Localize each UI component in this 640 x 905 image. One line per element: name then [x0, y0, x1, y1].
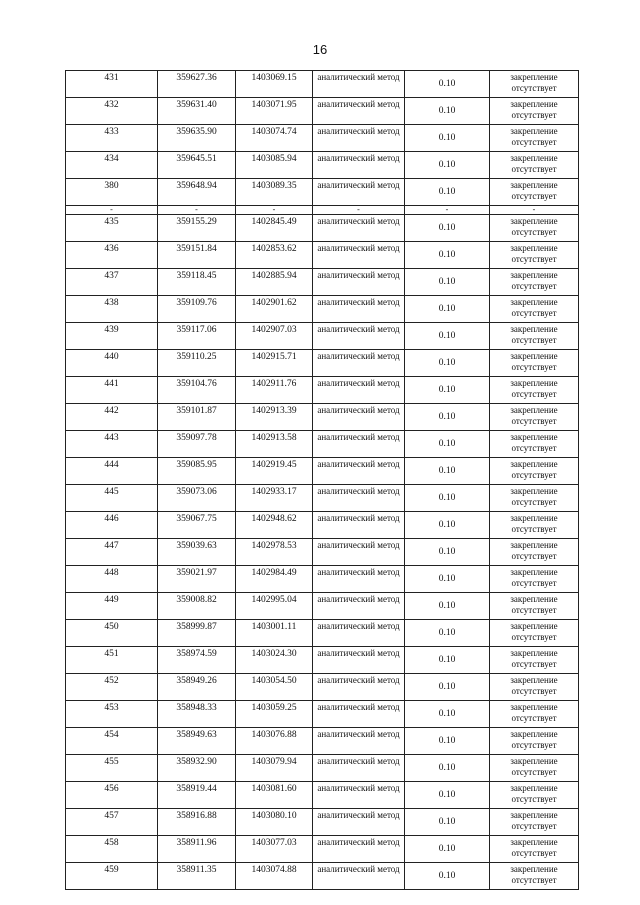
point-number-cell: 459 — [66, 863, 158, 890]
y-coordinate-cell: 1403080.10 — [236, 809, 313, 836]
method-cell: аналитический метод — [313, 593, 405, 620]
x-coordinate-cell: 359021.97 — [158, 566, 236, 593]
y-coordinate-cell: 1402915.71 — [236, 350, 313, 377]
fixing-cell: - — [490, 206, 579, 215]
table-row — [66, 323, 579, 350]
table-row — [66, 593, 579, 620]
point-number-cell: 446 — [66, 512, 158, 539]
fixing-cell: закрепление отсутствует — [490, 350, 579, 377]
x-coordinate-cell: 358949.63 — [158, 728, 236, 755]
accuracy-cell: 0.10 — [405, 701, 490, 728]
accuracy-cell: 0.10 — [405, 566, 490, 593]
accuracy-cell: 0.10 — [405, 71, 490, 98]
table-row — [66, 782, 579, 809]
y-coordinate-cell: 1402995.04 — [236, 593, 313, 620]
y-coordinate-cell: 1402853.62 — [236, 242, 313, 269]
method-cell: аналитический метод — [313, 809, 405, 836]
accuracy-cell: 0.10 — [405, 809, 490, 836]
x-coordinate-cell: 359085.95 — [158, 458, 236, 485]
x-coordinate-cell: 359635.90 — [158, 125, 236, 152]
table-row — [66, 206, 579, 215]
accuracy-cell: 0.10 — [405, 863, 490, 890]
x-coordinate-cell: 358916.88 — [158, 809, 236, 836]
x-coordinate-cell: - — [158, 206, 236, 215]
point-number-cell: 456 — [66, 782, 158, 809]
table-row — [66, 269, 579, 296]
accuracy-cell: 0.10 — [405, 269, 490, 296]
method-cell: аналитический метод — [313, 296, 405, 323]
table-row — [66, 152, 579, 179]
x-coordinate-cell: 359648.94 — [158, 179, 236, 206]
x-coordinate-cell: 359155.29 — [158, 215, 236, 242]
x-coordinate-cell: 359067.75 — [158, 512, 236, 539]
x-coordinate-cell: 359073.06 — [158, 485, 236, 512]
table-row — [66, 512, 579, 539]
table-row — [66, 701, 579, 728]
method-cell: аналитический метод — [313, 431, 405, 458]
accuracy-cell: 0.10 — [405, 593, 490, 620]
point-number-cell: 451 — [66, 647, 158, 674]
accuracy-cell: 0.10 — [405, 215, 490, 242]
point-number-cell: 458 — [66, 836, 158, 863]
accuracy-cell: 0.10 — [405, 782, 490, 809]
y-coordinate-cell: 1403069.15 — [236, 71, 313, 98]
method-cell: аналитический метод — [313, 458, 405, 485]
table-row — [66, 647, 579, 674]
x-coordinate-cell: 359109.76 — [158, 296, 236, 323]
table-row — [66, 620, 579, 647]
accuracy-cell: 0.10 — [405, 404, 490, 431]
method-cell: аналитический метод — [313, 674, 405, 701]
method-cell: аналитический метод — [313, 377, 405, 404]
table-row — [66, 458, 579, 485]
y-coordinate-cell: 1403085.94 — [236, 152, 313, 179]
point-number-cell: 447 — [66, 539, 158, 566]
table-row — [66, 674, 579, 701]
x-coordinate-cell: 359104.76 — [158, 377, 236, 404]
y-coordinate-cell: - — [236, 206, 313, 215]
accuracy-cell: - — [405, 206, 490, 215]
accuracy-cell: 0.10 — [405, 125, 490, 152]
accuracy-cell: 0.10 — [405, 431, 490, 458]
y-coordinate-cell: 1403059.25 — [236, 701, 313, 728]
page-number: 16 — [312, 42, 328, 57]
y-coordinate-cell: 1402913.58 — [236, 431, 313, 458]
fixing-cell: закрепление отсутствует — [490, 620, 579, 647]
point-number-cell: 437 — [66, 269, 158, 296]
point-number-cell: 442 — [66, 404, 158, 431]
x-coordinate-cell: 359117.06 — [158, 323, 236, 350]
point-number-cell: 450 — [66, 620, 158, 647]
point-number-cell: 440 — [66, 350, 158, 377]
point-number-cell: 433 — [66, 125, 158, 152]
accuracy-cell: 0.10 — [405, 152, 490, 179]
fixing-cell: закрепление отсутствует — [490, 377, 579, 404]
table-row — [66, 728, 579, 755]
y-coordinate-cell: 1402913.39 — [236, 404, 313, 431]
method-cell: аналитический метод — [313, 152, 405, 179]
fixing-cell: закрепление отсутствует — [490, 242, 579, 269]
x-coordinate-cell: 359151.84 — [158, 242, 236, 269]
x-coordinate-cell: 359110.25 — [158, 350, 236, 377]
table-row — [66, 485, 579, 512]
accuracy-cell: 0.10 — [405, 836, 490, 863]
method-cell: аналитический метод — [313, 836, 405, 863]
method-cell: аналитический метод — [313, 98, 405, 125]
point-number-cell: 449 — [66, 593, 158, 620]
method-cell: аналитический метод — [313, 323, 405, 350]
x-coordinate-cell: 358919.44 — [158, 782, 236, 809]
method-cell: аналитический метод — [313, 179, 405, 206]
table-row — [66, 242, 579, 269]
point-number-cell: 453 — [66, 701, 158, 728]
fixing-cell: закрепление отсутствует — [490, 701, 579, 728]
table-row — [66, 350, 579, 377]
accuracy-cell: 0.10 — [405, 539, 490, 566]
y-coordinate-cell: 1402919.45 — [236, 458, 313, 485]
table-row — [66, 836, 579, 863]
point-number-cell: 454 — [66, 728, 158, 755]
x-coordinate-cell: 359645.51 — [158, 152, 236, 179]
fixing-cell: закрепление отсутствует — [490, 125, 579, 152]
method-cell: аналитический метод — [313, 71, 405, 98]
fixing-cell: закрепление отсутствует — [490, 152, 579, 179]
y-coordinate-cell: 1403081.60 — [236, 782, 313, 809]
fixing-cell: закрепление отсутствует — [490, 782, 579, 809]
accuracy-cell: 0.10 — [405, 458, 490, 485]
x-coordinate-cell: 359118.45 — [158, 269, 236, 296]
point-number-cell: 441 — [66, 377, 158, 404]
method-cell: аналитический метод — [313, 485, 405, 512]
y-coordinate-cell: 1402885.94 — [236, 269, 313, 296]
method-cell: аналитический метод — [313, 539, 405, 566]
fixing-cell: закрепление отсутствует — [490, 296, 579, 323]
method-cell: аналитический метод — [313, 566, 405, 593]
accuracy-cell: 0.10 — [405, 512, 490, 539]
coordinates-table — [65, 70, 579, 890]
coordinates-table-body — [66, 71, 579, 890]
method-cell: аналитический метод — [313, 404, 405, 431]
fixing-cell: закрепление отсутствует — [490, 179, 579, 206]
fixing-cell: закрепление отсутствует — [490, 863, 579, 890]
point-number-cell: 431 — [66, 71, 158, 98]
table-row — [66, 179, 579, 206]
fixing-cell: закрепление отсутствует — [490, 674, 579, 701]
accuracy-cell: 0.10 — [405, 647, 490, 674]
fixing-cell: закрепление отсутствует — [490, 593, 579, 620]
x-coordinate-cell: 358911.35 — [158, 863, 236, 890]
table-row — [66, 404, 579, 431]
fixing-cell: закрепление отсутствует — [490, 323, 579, 350]
fixing-cell: закрепление отсутствует — [490, 512, 579, 539]
table-row — [66, 755, 579, 782]
y-coordinate-cell: 1403001.11 — [236, 620, 313, 647]
fixing-cell: закрепление отсутствует — [490, 755, 579, 782]
method-cell: аналитический метод — [313, 701, 405, 728]
y-coordinate-cell: 1402907.03 — [236, 323, 313, 350]
fixing-cell: закрепление отсутствует — [490, 566, 579, 593]
fixing-cell: закрепление отсутствует — [490, 215, 579, 242]
method-cell: аналитический метод — [313, 350, 405, 377]
method-cell: - — [313, 206, 405, 215]
table-row — [66, 71, 579, 98]
y-coordinate-cell: 1402984.49 — [236, 566, 313, 593]
y-coordinate-cell: 1403071.95 — [236, 98, 313, 125]
accuracy-cell: 0.10 — [405, 323, 490, 350]
point-number-cell: 448 — [66, 566, 158, 593]
fixing-cell: закрепление отсутствует — [490, 404, 579, 431]
point-number-cell: 439 — [66, 323, 158, 350]
method-cell: аналитический метод — [313, 269, 405, 296]
y-coordinate-cell: 1402911.76 — [236, 377, 313, 404]
accuracy-cell: 0.10 — [405, 350, 490, 377]
point-number-cell: 443 — [66, 431, 158, 458]
method-cell: аналитический метод — [313, 755, 405, 782]
accuracy-cell: 0.10 — [405, 377, 490, 404]
fixing-cell: закрепление отсутствует — [490, 809, 579, 836]
y-coordinate-cell: 1403079.94 — [236, 755, 313, 782]
method-cell: аналитический метод — [313, 863, 405, 890]
y-coordinate-cell: 1403089.35 — [236, 179, 313, 206]
point-number-cell: 434 — [66, 152, 158, 179]
method-cell: аналитический метод — [313, 647, 405, 674]
point-number-cell: 444 — [66, 458, 158, 485]
point-number-cell: 432 — [66, 98, 158, 125]
y-coordinate-cell: 1403077.03 — [236, 836, 313, 863]
x-coordinate-cell: 358974.59 — [158, 647, 236, 674]
point-number-cell: 435 — [66, 215, 158, 242]
x-coordinate-cell: 358932.90 — [158, 755, 236, 782]
accuracy-cell: 0.10 — [405, 755, 490, 782]
y-coordinate-cell: 1402845.49 — [236, 215, 313, 242]
point-number-cell: - — [66, 206, 158, 215]
point-number-cell: 455 — [66, 755, 158, 782]
point-number-cell: 457 — [66, 809, 158, 836]
fixing-cell: закрепление отсутствует — [490, 98, 579, 125]
point-number-cell: 380 — [66, 179, 158, 206]
table-row — [66, 566, 579, 593]
accuracy-cell: 0.10 — [405, 98, 490, 125]
fixing-cell: закрепление отсутствует — [490, 71, 579, 98]
method-cell: аналитический метод — [313, 782, 405, 809]
x-coordinate-cell: 359101.87 — [158, 404, 236, 431]
table-row — [66, 863, 579, 890]
method-cell: аналитический метод — [313, 728, 405, 755]
table-row — [66, 125, 579, 152]
x-coordinate-cell: 358999.87 — [158, 620, 236, 647]
y-coordinate-cell: 1403074.74 — [236, 125, 313, 152]
table-row — [66, 377, 579, 404]
x-coordinate-cell: 359039.63 — [158, 539, 236, 566]
fixing-cell: закрепление отсутствует — [490, 647, 579, 674]
accuracy-cell: 0.10 — [405, 296, 490, 323]
table-row — [66, 809, 579, 836]
method-cell: аналитический метод — [313, 125, 405, 152]
accuracy-cell: 0.10 — [405, 620, 490, 647]
x-coordinate-cell: 358948.33 — [158, 701, 236, 728]
table-row — [66, 215, 579, 242]
point-number-cell: 452 — [66, 674, 158, 701]
accuracy-cell: 0.10 — [405, 485, 490, 512]
method-cell: аналитический метод — [313, 512, 405, 539]
x-coordinate-cell: 359631.40 — [158, 98, 236, 125]
y-coordinate-cell: 1403054.50 — [236, 674, 313, 701]
table-row — [66, 98, 579, 125]
fixing-cell: закрепление отсутствует — [490, 485, 579, 512]
method-cell: аналитический метод — [313, 215, 405, 242]
fixing-cell: закрепление отсутствует — [490, 431, 579, 458]
y-coordinate-cell: 1403024.30 — [236, 647, 313, 674]
y-coordinate-cell: 1403076.88 — [236, 728, 313, 755]
fixing-cell: закрепление отсутствует — [490, 458, 579, 485]
method-cell: аналитический метод — [313, 242, 405, 269]
point-number-cell: 436 — [66, 242, 158, 269]
point-number-cell: 445 — [66, 485, 158, 512]
accuracy-cell: 0.10 — [405, 674, 490, 701]
accuracy-cell: 0.10 — [405, 242, 490, 269]
y-coordinate-cell: 1402901.62 — [236, 296, 313, 323]
y-coordinate-cell: 1402948.62 — [236, 512, 313, 539]
table-row — [66, 539, 579, 566]
y-coordinate-cell: 1402978.53 — [236, 539, 313, 566]
x-coordinate-cell: 358911.96 — [158, 836, 236, 863]
x-coordinate-cell: 358949.26 — [158, 674, 236, 701]
point-number-cell: 438 — [66, 296, 158, 323]
y-coordinate-cell: 1403074.88 — [236, 863, 313, 890]
fixing-cell: закрепление отсутствует — [490, 728, 579, 755]
fixing-cell: закрепление отсутствует — [490, 836, 579, 863]
accuracy-cell: 0.10 — [405, 179, 490, 206]
fixing-cell: закрепление отсутствует — [490, 269, 579, 296]
accuracy-cell: 0.10 — [405, 728, 490, 755]
y-coordinate-cell: 1402933.17 — [236, 485, 313, 512]
fixing-cell: закрепление отсутствует — [490, 539, 579, 566]
x-coordinate-cell: 359097.78 — [158, 431, 236, 458]
x-coordinate-cell: 359627.36 — [158, 71, 236, 98]
table-row — [66, 296, 579, 323]
x-coordinate-cell: 359008.82 — [158, 593, 236, 620]
table-row — [66, 431, 579, 458]
method-cell: аналитический метод — [313, 620, 405, 647]
